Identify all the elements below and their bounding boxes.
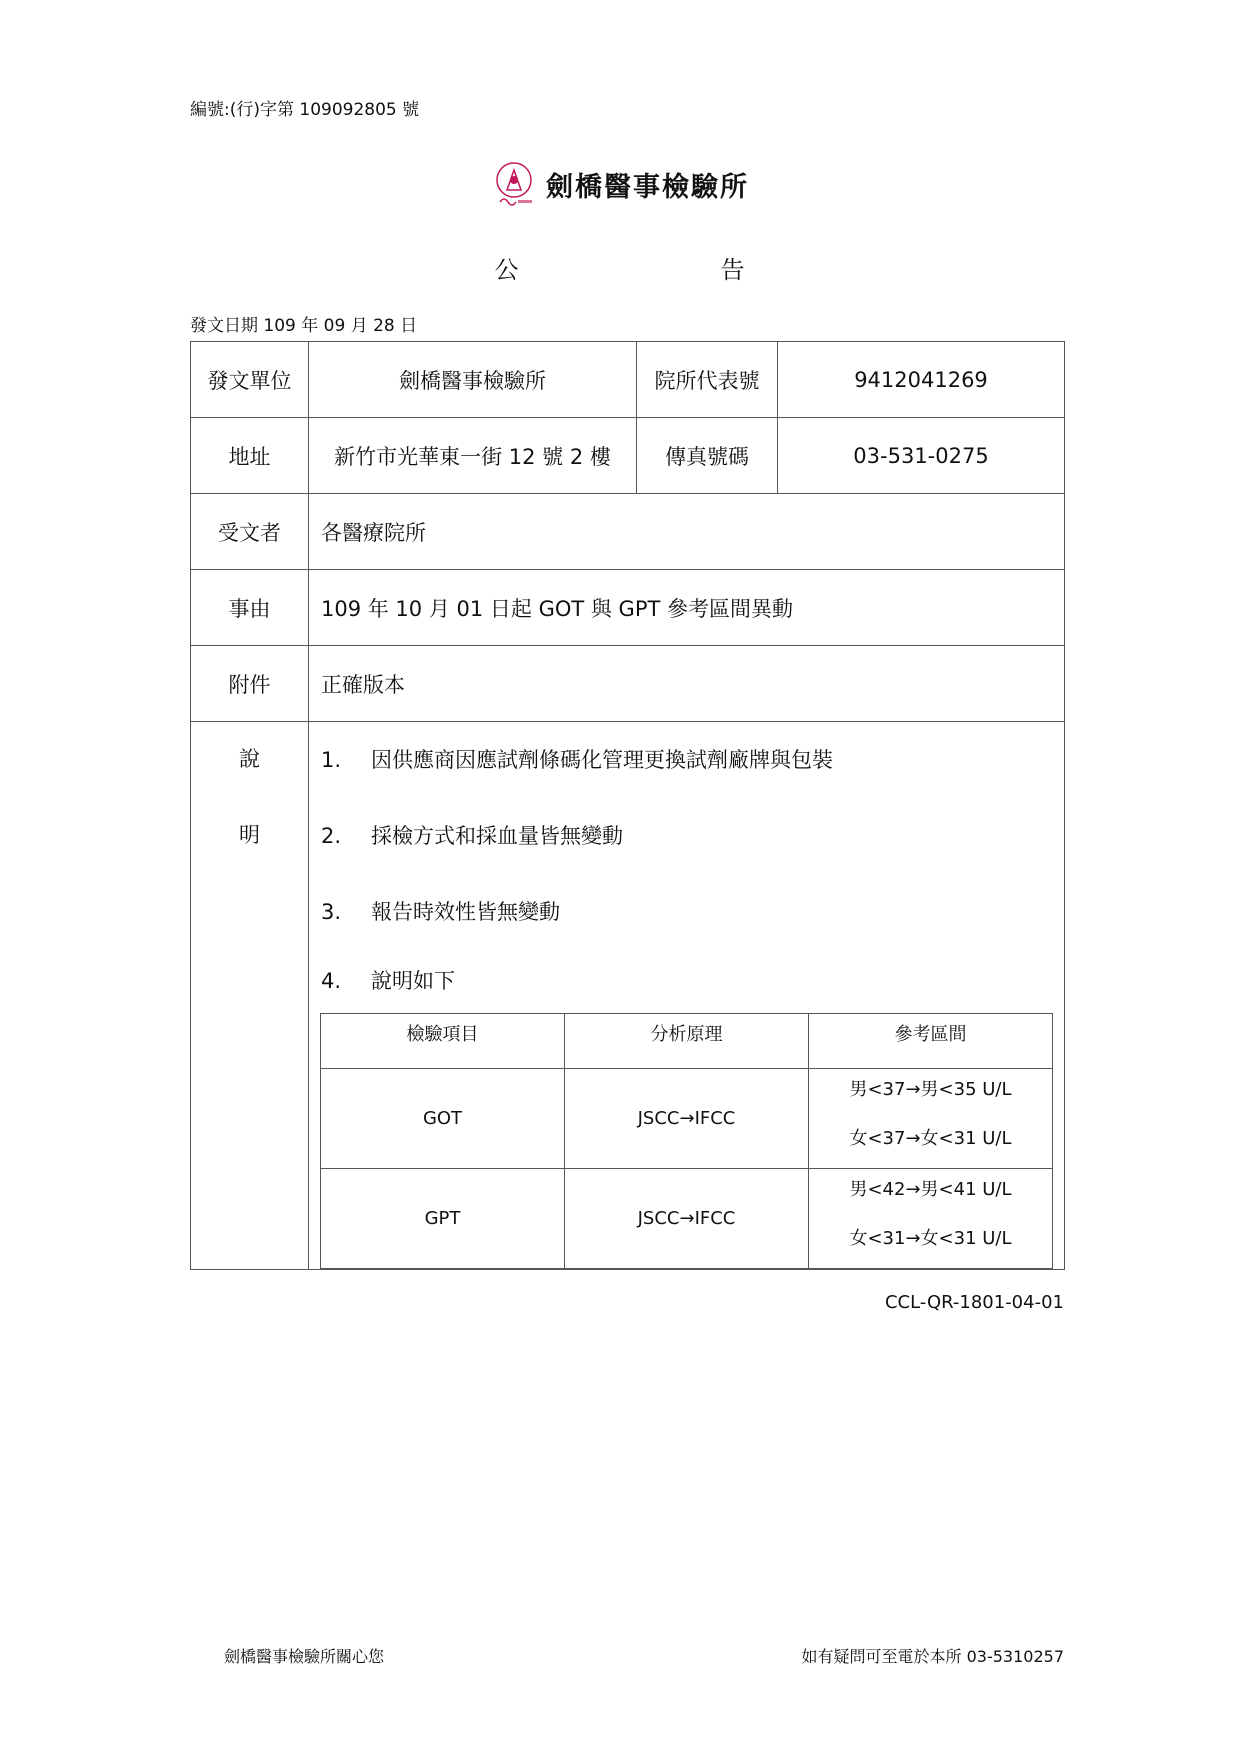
reference-range [809, 1069, 1053, 1169]
reference-range [809, 1169, 1053, 1269]
list-item-number: 2. [321, 824, 342, 848]
explanation-label-char-2: 明 [239, 823, 260, 847]
attachment-value: 正確版本 [309, 646, 1065, 722]
notice-title-char-1: 公 [494, 256, 521, 284]
header-method: 分析原理 [565, 1014, 809, 1069]
lab-logo [492, 160, 536, 208]
method: JSCC→IFCC [565, 1169, 809, 1269]
notice-title [0, 250, 1241, 285]
organization-name: 劍橋醫事檢驗所 [546, 171, 749, 203]
list-item-text: 因供應商因應試劑條碼化管理更換試劑廠牌與包裝 [371, 748, 833, 772]
list-item-text: 採檢方式和採血量皆無變動 [371, 824, 623, 848]
explanation-label [191, 722, 309, 1270]
reference-table-header [321, 1014, 1053, 1069]
attachment-row [191, 646, 1065, 722]
recipient-row [191, 494, 1065, 570]
form-code: CCL-QR-1801-04-01 [884, 1292, 1064, 1313]
list-item [309, 722, 1064, 798]
range-female: 女<37→女<31 U/L [849, 1127, 1012, 1149]
notice-title-char-2: 告 [720, 256, 747, 284]
document-number: 編號:(行)字第 109092805 號 [190, 100, 420, 120]
list-item [309, 798, 1064, 874]
list-item [309, 874, 1064, 950]
list-item-number: 3. [321, 900, 342, 924]
table-row [321, 1069, 1053, 1169]
range-male: 男<37→男<35 U/L [849, 1078, 1012, 1100]
range-male: 男<42→男<41 U/L [849, 1178, 1012, 1200]
table-row [321, 1169, 1053, 1269]
recipient-value: 各醫療院所 [309, 494, 1065, 570]
test-item: GPT [321, 1169, 565, 1269]
subject-row [191, 570, 1065, 646]
method: JSCC→IFCC [565, 1069, 809, 1169]
subject-value: 109 年 10 月 01 日起 GOT 與 GPT 參考區間異動 [309, 570, 1065, 646]
address-value: 新竹市光華東一街 12 號 2 樓 [309, 418, 637, 494]
issue-date: 發文日期 109 年 09 月 28 日 [190, 316, 418, 336]
explanation-content [309, 722, 1065, 1270]
reference-range-table [320, 1013, 1053, 1269]
list-item [309, 950, 1064, 1013]
fax-label: 傳真號碼 [637, 418, 778, 494]
code-label: 院所代表號 [637, 342, 778, 418]
address-label: 地址 [191, 418, 309, 494]
notice-info-table [190, 341, 1065, 1270]
list-item-number: 4. [321, 969, 342, 993]
address-row [191, 418, 1065, 494]
subject-label: 事由 [191, 570, 309, 646]
footer-right: 如有疑問可至電於本所 03-5310257 [801, 1647, 1064, 1666]
issuer-label: 發文單位 [191, 342, 309, 418]
code-value: 9412041269 [778, 342, 1065, 418]
explanation-row [191, 722, 1065, 1270]
explanation-label-char-1: 說 [239, 747, 260, 771]
list-item-text: 報告時效性皆無變動 [371, 900, 560, 924]
range-female: 女<31→女<31 U/L [849, 1227, 1012, 1249]
fax-value: 03-531-0275 [778, 418, 1065, 494]
header-test-item: 檢驗項目 [321, 1014, 565, 1069]
issuer-value: 劍橋醫事檢驗所 [309, 342, 637, 418]
explanation-list [309, 722, 1064, 1013]
recipient-label: 受文者 [191, 494, 309, 570]
footer-left: 劍橋醫事檢驗所關心您 [224, 1647, 385, 1666]
list-item-number: 1. [321, 748, 342, 772]
attachment-label: 附件 [191, 646, 309, 722]
issuer-row [191, 342, 1065, 418]
document-header [0, 160, 1241, 208]
header-reference-range: 參考區間 [809, 1014, 1053, 1069]
list-item-text: 說明如下 [371, 969, 455, 993]
test-item: GOT [321, 1069, 565, 1169]
